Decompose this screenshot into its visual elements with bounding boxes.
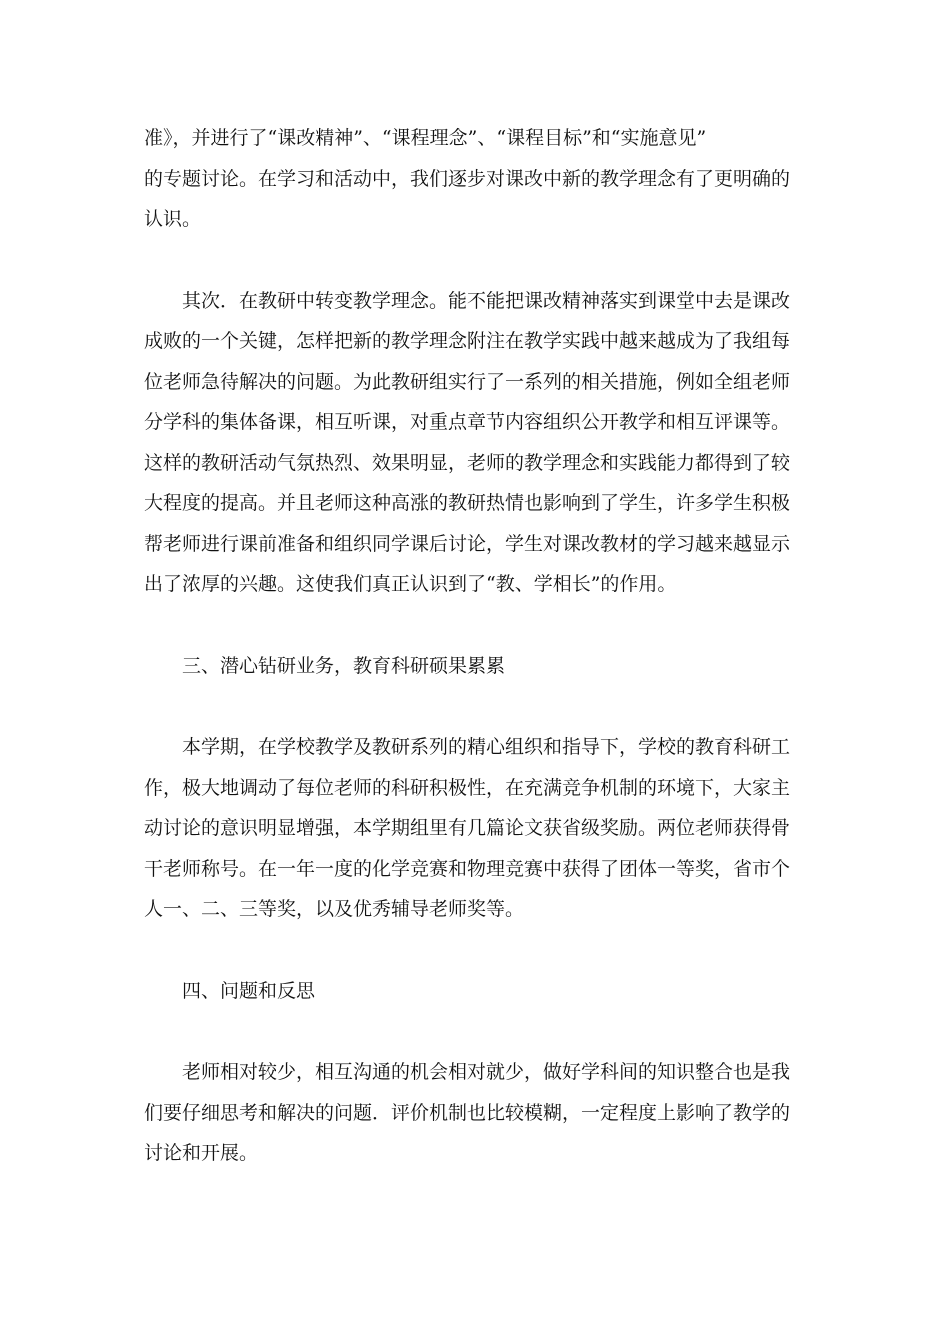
text-line: 准》，并进行了“课改精神”、“课程理念”、“课程目标”和“实施意见” [144,127,707,149]
text-line: 干老师称号。在一年一度的化学竞赛和物理竞赛中获得了团体一等奖，省市个 [144,857,791,880]
text-line: 动讨论的意识明显增强，本学期组里有几篇论文获省级奖励。两位老师获得骨 [144,817,791,839]
section-heading-4 [144,971,806,1012]
text-line: 认识。 [144,208,202,230]
text-line: 讨论和开展。 [144,1142,259,1164]
paragraph-problems [144,1052,806,1174]
heading-text: 四、问题和反思 [182,979,316,1002]
text-line: 分学科的集体备课，相互听课，对重点章节内容组织公开教学和相互评课等。 [144,411,791,433]
text-line: 的专题讨论。在学习和活动中，我们逐步对课改中新的教学理念有了更明确的 [144,167,791,190]
text-line: 们要仔细思考和解决的问题．评价机制也比较模糊，一定程度上影响了教学的 [144,1101,791,1124]
document-body [144,118,806,1174]
heading-text: 三、潜心钻研业务，教育科研硕果累累 [182,654,506,677]
section-heading-3 [144,646,806,687]
paragraph-continued [144,118,806,240]
text-line: 位老师急待解决的问题。为此教研组实行了一系列的相关措施，例如全组老师 [144,370,791,393]
text-line: 帮老师进行课前准备和组织同学课后讨论，学生对课改教材的学习越来越显示 [144,532,791,555]
text-line: 成败的一个关键，怎样把新的教学理念附注在教学实践中越来越成为了我组每 [144,330,791,352]
text-line: 老师相对较少，相互沟通的机会相对就少，做好学科间的知识整合也是我 [182,1061,791,1083]
paragraph-teaching-concept [144,281,806,605]
text-line: 本学期，在学校教学及教研系列的精心组织和指导下，学校的教育科研工 [182,736,791,758]
text-line: 其次．在教研中转变教学理念。能不能把课改精神落实到课堂中去是课改 [182,289,791,312]
text-line: 人一、二、三等奖，以及优秀辅导老师奖等。 [144,898,525,920]
paragraph-research [144,727,806,930]
text-line: 作，极大地调动了每位老师的科研积极性，在充满竞争机制的环境下，大家主 [144,776,791,799]
text-line: 出了浓厚的兴趣。这使我们真正认识到了“教、学相长”的作用。 [144,573,677,595]
text-line: 这样的教研活动气氛热烈、效果明显，老师的教学理念和实践能力都得到了较 [144,451,791,474]
text-line: 大程度的提高。并且老师这种高涨的教研热情也影响到了学生，许多学生积极 [144,492,791,514]
